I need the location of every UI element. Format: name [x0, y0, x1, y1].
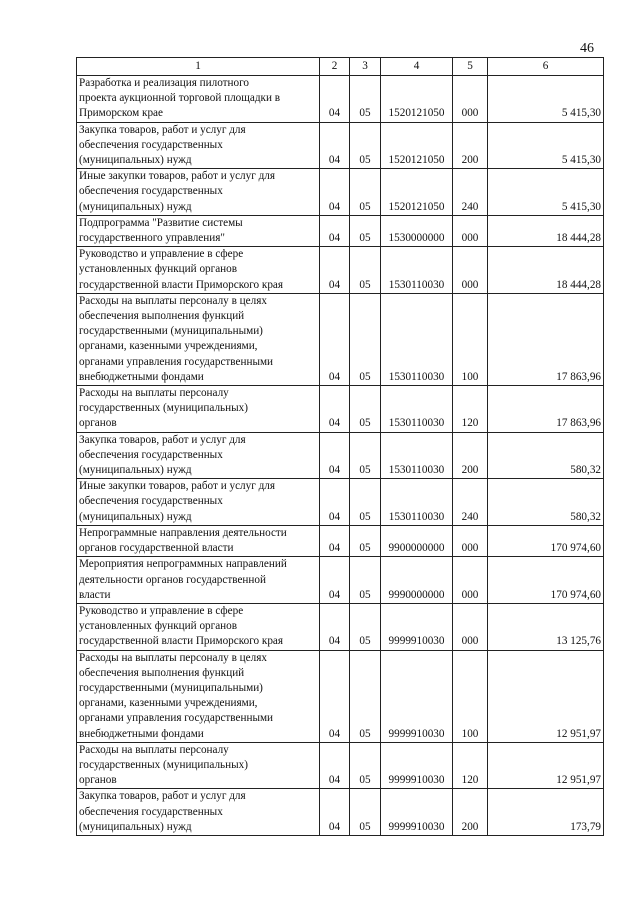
table-row: [77, 122, 604, 169]
amount-cell: 170 974,60: [488, 525, 604, 556]
section-cell: 04: [320, 247, 350, 294]
target-article-cell: 1520121050: [381, 169, 453, 216]
table-row: [77, 650, 604, 742]
row-name-cell: Иные закупки товаров, работ и услуг для обеспечения государственных (муниципальных) нужд: [77, 479, 320, 526]
table-row: [77, 247, 604, 294]
section-cell: 04: [320, 557, 350, 604]
row-name-cell: Расходы на выплаты персоналу государственных (муниципальных) органов: [77, 386, 320, 433]
row-name-cell: Руководство и управление в сфере установленных функций органов государственной власти Приморского края: [77, 247, 320, 294]
subsection-cell: 05: [350, 742, 381, 789]
subsection-cell: 05: [350, 525, 381, 556]
table-row: [77, 479, 604, 526]
section-cell: 04: [320, 525, 350, 556]
column-header: 6: [488, 58, 604, 76]
row-name-cell: Закупка товаров, работ и услуг для обеспечения государственных (муниципальных) нужд: [77, 432, 320, 479]
target-article-cell: 1520121050: [381, 122, 453, 169]
row-name-cell: Мероприятия непрограммных направлений деятельности органов государственной власти: [77, 557, 320, 604]
section-cell: 04: [320, 742, 350, 789]
subsection-cell: 05: [350, 122, 381, 169]
subsection-cell: 05: [350, 479, 381, 526]
target-article-cell: 9999910030: [381, 742, 453, 789]
table-row: [77, 603, 604, 650]
row-name-cell: Закупка товаров, работ и услуг для обеспечения государственных (муниципальных) нужд: [77, 789, 320, 836]
expense-type-cell: 000: [453, 76, 488, 123]
table-row: [77, 742, 604, 789]
table-row: [77, 789, 604, 836]
expense-type-cell: 240: [453, 479, 488, 526]
table-row: [77, 293, 604, 385]
section-cell: 04: [320, 293, 350, 385]
subsection-cell: 05: [350, 76, 381, 123]
target-article-cell: 1530110030: [381, 479, 453, 526]
section-cell: 04: [320, 603, 350, 650]
amount-cell: 17 863,96: [488, 293, 604, 385]
table-row: [77, 525, 604, 556]
row-name-cell: Расходы на выплаты персоналу в целях обеспечения выполнения функций государственными (муниципальными) органами, казенными учреждениями, органами управления государственными внебюджетными фондами: [77, 650, 320, 742]
target-article-cell: 9999910030: [381, 650, 453, 742]
row-name-cell: Разработка и реализация пилотного проекта аукционной торговой площадки в Приморском крае: [77, 76, 320, 123]
amount-cell: 12 951,97: [488, 650, 604, 742]
expense-type-cell: 000: [453, 525, 488, 556]
row-name-cell: Расходы на выплаты персоналу в целях обеспечения выполнения функций государственными (муниципальными) органами, казенными учреждениями, органами управления государственными внебюджетными фондами: [77, 293, 320, 385]
expense-type-cell: 240: [453, 169, 488, 216]
target-article-cell: 9999910030: [381, 603, 453, 650]
section-cell: 04: [320, 76, 350, 123]
amount-cell: 17 863,96: [488, 386, 604, 433]
section-cell: 04: [320, 169, 350, 216]
row-name-cell: Закупка товаров, работ и услуг для обеспечения государственных (муниципальных) нужд: [77, 122, 320, 169]
subsection-cell: 05: [350, 215, 381, 246]
expense-type-cell: 200: [453, 432, 488, 479]
subsection-cell: 05: [350, 557, 381, 604]
subsection-cell: 05: [350, 386, 381, 433]
target-article-cell: 1530110030: [381, 386, 453, 433]
table-row: [77, 169, 604, 216]
target-article-cell: 9990000000: [381, 557, 453, 604]
target-article-cell: 9900000000: [381, 525, 453, 556]
target-article-cell: 9999910030: [381, 789, 453, 836]
amount-cell: 5 415,30: [488, 122, 604, 169]
section-cell: 04: [320, 215, 350, 246]
section-cell: 04: [320, 479, 350, 526]
expense-type-cell: 120: [453, 386, 488, 433]
subsection-cell: 05: [350, 247, 381, 294]
subsection-cell: 05: [350, 293, 381, 385]
row-name-cell: Иные закупки товаров, работ и услуг для обеспечения государственных (муниципальных) нужд: [77, 169, 320, 216]
budget-table: [76, 57, 604, 836]
section-cell: 04: [320, 650, 350, 742]
subsection-cell: 05: [350, 789, 381, 836]
amount-cell: 5 415,30: [488, 76, 604, 123]
target-article-cell: 1530000000: [381, 215, 453, 246]
subsection-cell: 05: [350, 432, 381, 479]
table-row: [77, 386, 604, 433]
subsection-cell: 05: [350, 603, 381, 650]
target-article-cell: 1530110030: [381, 247, 453, 294]
expense-type-cell: 100: [453, 650, 488, 742]
column-header: 5: [453, 58, 488, 76]
row-name-cell: Руководство и управление в сфере установленных функций органов государственной власти Приморского края: [77, 603, 320, 650]
table-row: [77, 432, 604, 479]
expense-type-cell: 200: [453, 789, 488, 836]
row-name-cell: Подпрограмма "Развитие системы государственного управления": [77, 215, 320, 246]
expense-type-cell: 000: [453, 557, 488, 604]
amount-cell: 580,32: [488, 432, 604, 479]
column-header: 3: [350, 58, 381, 76]
page-number: 46: [580, 41, 594, 56]
section-cell: 04: [320, 789, 350, 836]
amount-cell: 12 951,97: [488, 742, 604, 789]
section-cell: 04: [320, 432, 350, 479]
subsection-cell: 05: [350, 169, 381, 216]
expense-type-cell: 000: [453, 215, 488, 246]
amount-cell: 18 444,28: [488, 215, 604, 246]
expense-type-cell: 000: [453, 247, 488, 294]
table-header-row: [77, 58, 604, 76]
column-header: 4: [381, 58, 453, 76]
amount-cell: 173,79: [488, 789, 604, 836]
amount-cell: 18 444,28: [488, 247, 604, 294]
subsection-cell: 05: [350, 650, 381, 742]
column-header: 2: [320, 58, 350, 76]
target-article-cell: 1520121050: [381, 76, 453, 123]
target-article-cell: 1530110030: [381, 432, 453, 479]
amount-cell: 13 125,76: [488, 603, 604, 650]
amount-cell: 170 974,60: [488, 557, 604, 604]
expense-type-cell: 120: [453, 742, 488, 789]
expense-type-cell: 200: [453, 122, 488, 169]
expense-type-cell: 000: [453, 603, 488, 650]
table-body: [77, 76, 604, 836]
amount-cell: 580,32: [488, 479, 604, 526]
expense-type-cell: 100: [453, 293, 488, 385]
target-article-cell: 1530110030: [381, 293, 453, 385]
table-row: [77, 215, 604, 246]
row-name-cell: Непрограммные направления деятельности органов государственной власти: [77, 525, 320, 556]
table-row: [77, 76, 604, 123]
section-cell: 04: [320, 386, 350, 433]
table-row: [77, 557, 604, 604]
section-cell: 04: [320, 122, 350, 169]
row-name-cell: Расходы на выплаты персоналу государственных (муниципальных) органов: [77, 742, 320, 789]
amount-cell: 5 415,30: [488, 169, 604, 216]
column-header: 1: [77, 58, 320, 76]
